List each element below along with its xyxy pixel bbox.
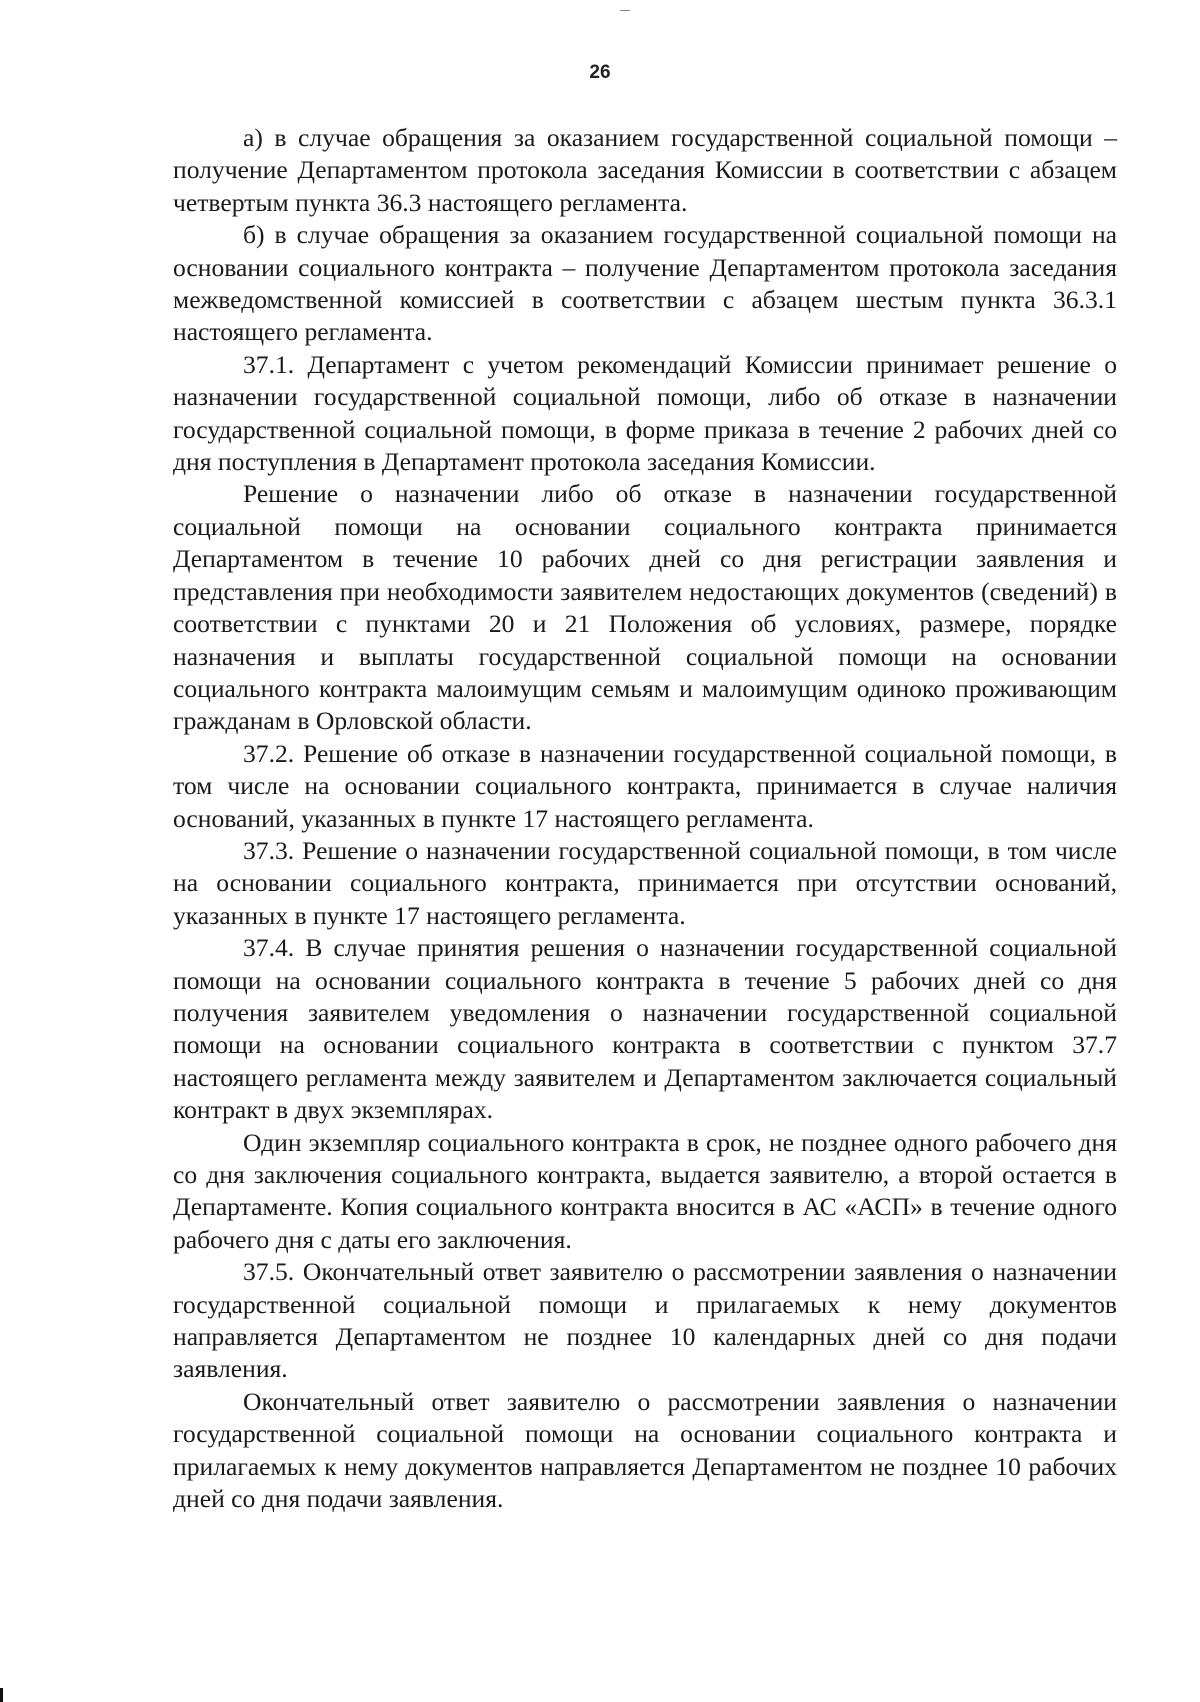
paragraph-37-4-copy: Один экземпляр социального контракта в срок, не позднее одного рабочего дня со дня заключения социального контракта, выдается заявителю, а второй остается в Департаменте. Копия социального контракта вносится в АС «АСП» в течение одного рабочего дня с даты его заключения. bbox=[173, 1127, 1117, 1254]
paragraph-a: а) в случае обращения за оказанием государственной социальной помощи – получение Департаментом протокола заседания Комиссии в соответствии с абзацем четвертым пункта 36.3 настоящего регламента. bbox=[173, 123, 1117, 217]
paragraph-37-3: 37.3. Решение о назначении государственной социальной помощи, в том числе на основании социального контракта, принимается при отсутствии оснований, указанных в пункте 17 настоящего регламента. bbox=[173, 835, 1117, 930]
paragraph-37-4: 37.4. В случае принятия решения о назначении государственной социальной помощи на основании социального контракта в течение 5 рабочих дней со дня получения заявителем уведомления о назначении государственной социальной помощи на основании социального контракта в соответствии с пунктом 37.7 настоящего регламента между заявителем и Департаментом заключается социальный контракт в двух экземплярах. bbox=[173, 933, 1117, 1125]
paragraph-37-1-decision: Решение о назначении либо об отказе в назначении государственной социальной помощи на основании социального контракта принимается Департаментом в течение 10 рабочих дней со дня регистрации заявления и представления при необходимости заявителем недостающих документов (сведений) в соответствии с пунктами 20 и 21 Положения об условиях, размере, порядке назначения и выплаты государственной социальной помощи на основании социального контракта малоимущим семьям и малоимущим одиноко проживающим гражданам в Орловской области. bbox=[173, 479, 1117, 736]
page-number: 26 bbox=[589, 62, 611, 83]
paragraph-37-5: 37.5. Окончательный ответ заявителю о рассмотрении заявления о назначении государственной социальной помощи и прилагаемых к нему документов направляется Департаментом не позднее 10 календарных дней со дня подачи заявления. bbox=[173, 1257, 1117, 1384]
paragraph-37-2: 37.2. Решение об отказе в назначении государственной социальной помощи, в том числе на основании социального контракта, принимается в случае наличия оснований, указанных в пункте 17 настоящего регламента. bbox=[173, 738, 1117, 833]
scan-edge-mark bbox=[0, 1688, 3, 1702]
document-body bbox=[173, 122, 1117, 1515]
paragraph-b: б) в случае обращения за оказанием государственной социальной помощи на основании социального контракта – получение Департаментом протокола заседания межведомственной комиссией в соответствии с абзацем шестым пункта 36.3.1 настоящего регламента. bbox=[173, 220, 1117, 347]
paragraph-37-1: 37.1. Департамент с учетом рекомендаций Комиссии принимает решение о назначении государственной социальной помощи, либо об отказе в назначении государственной социальной помощи, в форме приказа в течение 2 рабочих дней со дня поступления в Департамент протокола заседания Комиссии. bbox=[173, 349, 1117, 477]
scan-artifact bbox=[620, 10, 630, 11]
paragraph-37-5-contract: Окончательный ответ заявителю о рассмотрении заявления о назначении государственной социальной помощи на основании социального контракта и прилагаемых к нему документов направляется Департаментом не позднее 10 рабочих дней со дня подачи заявления. bbox=[173, 1386, 1117, 1514]
